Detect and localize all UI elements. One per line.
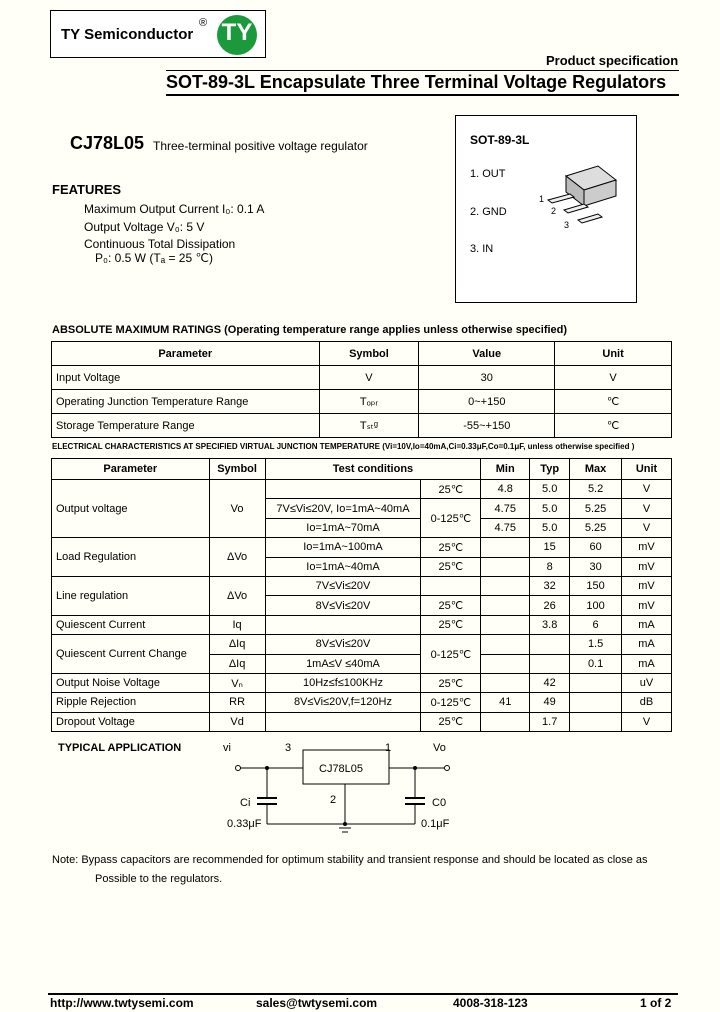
col-parameter: Parameter	[52, 342, 320, 366]
footer-rule	[48, 993, 678, 995]
table-row: Load Regulation ΔVo Io=1mA~100mA 25℃ 15 60 mV	[52, 538, 672, 557]
table-row: 8V≤Vi≤20V 25℃ 26 100 mV	[52, 596, 672, 615]
feature-dissipation: Continuous Total Dissipation	[84, 237, 236, 251]
features-heading: FEATURES	[52, 182, 122, 197]
part-number: CJ78L05	[70, 133, 145, 153]
logo-text: TY	[221, 19, 253, 46]
package-box	[455, 115, 637, 303]
pin2-label: 2	[330, 794, 337, 806]
table-row: Line regulation ΔVo 7V≤Vi≤20V 32 150 mV	[52, 576, 672, 595]
table-row: 7V≤Vi≤20V, Io=1mA~40mA 0-125℃ 4.75 5.0 5.25 V	[52, 499, 672, 518]
sot89-package-icon	[536, 156, 631, 236]
title-rule	[166, 94, 679, 96]
table-row: Quiescent Current Change ΔIq 8V≤Vi≤20V 0-125℃ 1.5 mA	[52, 635, 672, 654]
table-row: Operating Junction Temperature Range Tₒₚᵣ 0~+150 ℃	[52, 390, 672, 414]
amr-heading: ABSOLUTE MAXIMUM RATINGS (Operating temperature range applies unless otherwise specified)	[52, 324, 568, 336]
co-label: C0	[432, 797, 447, 809]
package-name: SOT-89-3L	[470, 133, 530, 147]
pin-gnd: 2. GND	[470, 206, 507, 218]
col-symbol: Symbol	[319, 342, 419, 366]
table-row: Quiescent Current Iq 25℃ 3.8 6 mA	[52, 615, 672, 634]
table-row: Storage Temperature Range Tₛₜᵍ -55~+150 ℃	[52, 414, 672, 438]
table-header-row: Parameter Symbol Test conditions Min Typ Max Unit	[52, 459, 672, 480]
amr-table	[51, 341, 672, 438]
footer-url[interactable]: http://www.twtysemi.com	[50, 996, 194, 1010]
feature-output-current: Maximum Output Current I₀: 0.1 A	[84, 202, 265, 216]
ci-label: Ci	[240, 797, 251, 809]
ci-value: 0.33μF	[227, 818, 262, 830]
ec-heading: ELECTRICAL CHARACTERISTICS AT SPECIFIED VIRTUAL JUNCTION TEMPERATURE (Vi=10V,Io=40mA,Ci=0.33μF,Co=0.1μF, unless otherwise specified )	[52, 442, 635, 451]
ic-label: CJ78L05	[319, 763, 364, 775]
table-row: Io=1mA~40mA 25℃ 8 30 mV	[52, 557, 672, 576]
header-rule	[166, 70, 679, 71]
pin1-label: 1	[385, 742, 392, 754]
ec-table	[51, 458, 672, 732]
table-row: Ripple Rejection RR 8V≤Vi≤20V,f=120Hz 0-125℃ 41 49 dB	[52, 693, 672, 712]
footer-phone: 4008-318-123	[453, 996, 528, 1010]
table-row: Output voltage Vo 25℃ 4.8 5.0 5.2 V	[52, 480, 672, 499]
pin-in: 3. IN	[470, 243, 494, 255]
pin3-label: 3	[285, 742, 292, 754]
note-line-2: Possible to the regulators.	[95, 873, 223, 885]
feature-power: P₀: 0.5 W (Tₐ = 25 ℃)	[95, 251, 213, 265]
note-line-1: Note: Bypass capacitors are recommended for optimum stability and transient response and should be located as close as	[52, 854, 648, 866]
registered-mark: ®	[199, 17, 208, 29]
pin1-label: 1	[539, 194, 545, 204]
pin-out: 1. OUT	[470, 168, 506, 180]
table-row: Io=1mA~70mA 4.75 5.0 5.25 V	[52, 518, 672, 537]
page-number: 1 of 2	[640, 996, 672, 1010]
product-spec-label: Product specification	[546, 53, 679, 68]
application-circuit	[215, 738, 475, 838]
footer-email[interactable]: sales@twtysemi.com	[256, 996, 378, 1010]
table-row: Input Voltage V 30 V	[52, 366, 672, 390]
table-row: ΔIq 1mA≤V ≤40mA 0.1 mA	[52, 654, 672, 673]
co-value: 0.1μF	[421, 818, 450, 830]
company-logo	[50, 10, 266, 58]
part-description: Three-terminal positive voltage regulator	[153, 139, 368, 153]
table-row: Dropout Voltage Vd 25℃ 1.7 V	[52, 712, 672, 731]
feature-output-voltage: Output Voltage V₀: 5 V	[84, 220, 205, 234]
pin3-label: 3	[564, 220, 570, 230]
company-name: TY Semiconductor	[61, 26, 194, 43]
page-title: SOT-89-3L Encapsulate Three Terminal Voltage Regulators	[166, 72, 667, 92]
vo-label: Vo	[433, 742, 446, 754]
pin2-label: 2	[551, 206, 557, 216]
application-heading: TYPICAL APPLICATION	[58, 742, 182, 754]
vi-label: vi	[223, 742, 231, 754]
table-header-row	[52, 342, 672, 366]
col-unit: Unit	[555, 342, 672, 366]
table-row: Output Noise Voltage Vₙ 10Hz≤f≤100KHz 25℃ 42 uV	[52, 673, 672, 692]
col-value: Value	[419, 342, 555, 366]
